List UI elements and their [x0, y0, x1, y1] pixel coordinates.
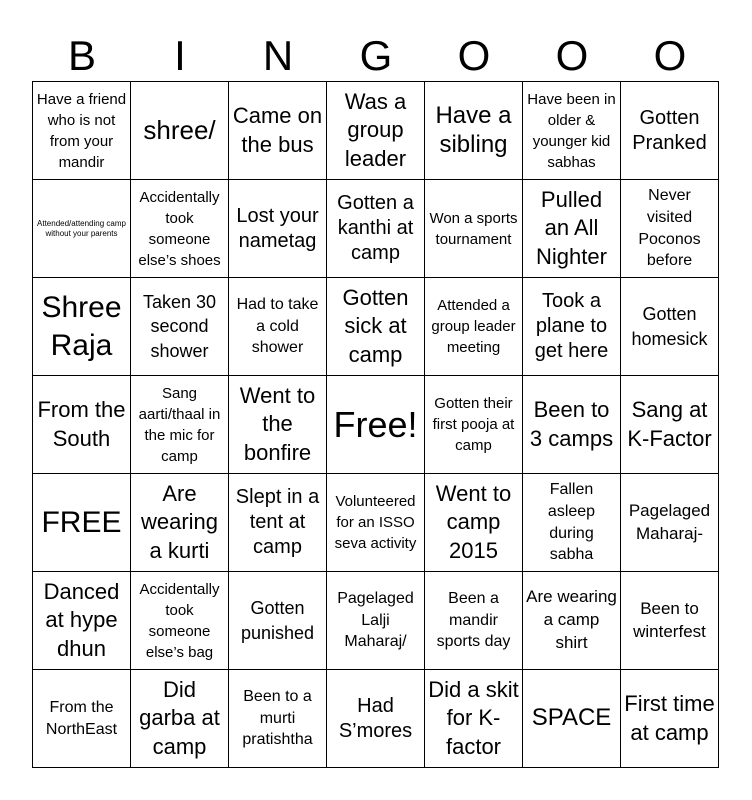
cell-text: Had to take a cold shower: [236, 296, 319, 357]
bingo-cell[interactable]: [523, 474, 621, 572]
cell-text: Accidentally took someone else’s bag: [139, 580, 220, 661]
bingo-cell[interactable]: [523, 82, 621, 180]
bingo-cell[interactable]: [131, 572, 229, 670]
cell-text: Gotten Pranked: [632, 106, 707, 154]
bingo-cell[interactable]: [33, 572, 131, 670]
cell-text: Went to camp 2015: [435, 480, 512, 563]
cell-text: Gotten punished: [240, 598, 315, 643]
bingo-cell[interactable]: [425, 82, 523, 180]
bingo-cell[interactable]: [327, 670, 425, 768]
cell-text: Attended a group leader meeting: [431, 297, 516, 356]
bingo-cell[interactable]: [229, 572, 327, 670]
cell-text: Have a friend who is not from your mandir: [36, 90, 127, 171]
cell-text: shree/: [143, 114, 216, 145]
bingo-cell[interactable]: [327, 278, 425, 376]
bingo-board: [32, 81, 719, 768]
bingo-cell[interactable]: [621, 572, 719, 670]
cell-text: Been a mandir sports day: [436, 590, 511, 651]
cell-text: Been to winterfest: [633, 598, 706, 641]
bingo-cell[interactable]: [131, 376, 229, 474]
cell-text: FREE: [41, 505, 122, 539]
header-letter-o-3: O: [653, 32, 687, 79]
cell-text: Gotten sick at camp: [342, 284, 409, 367]
bingo-cell[interactable]: [425, 180, 523, 278]
cell-text: Been to 3 camps: [529, 396, 614, 451]
cell-text: Gotten homesick: [631, 304, 708, 349]
cell-text: Gotten a kanthi at camp: [337, 192, 414, 264]
cell-text: Volunteered for an ISSO seva activity: [334, 493, 417, 552]
bingo-cell[interactable]: [523, 180, 621, 278]
bingo-header: [33, 30, 719, 82]
bingo-cell[interactable]: [131, 278, 229, 376]
bingo-cell[interactable]: [327, 474, 425, 572]
bingo-cell[interactable]: [523, 278, 621, 376]
cell-text: Have a sibling: [435, 101, 512, 158]
cell-text: Have been in older & younger kid sabhas: [527, 90, 616, 171]
bingo-cell[interactable]: [621, 474, 719, 572]
bingo-cell[interactable]: [327, 376, 425, 474]
cell-text: Been to a murti pratishtha: [242, 688, 313, 749]
bingo-cell[interactable]: [327, 180, 425, 278]
cell-text: Taken 30 second shower: [142, 292, 217, 361]
cell-text: Fallen asleep during sabha: [547, 481, 596, 564]
cell-text: Gotten their first pooja at camp: [432, 395, 515, 454]
cell-text: Are wearing a camp shirt: [526, 587, 617, 652]
bingo-cell[interactable]: [621, 82, 719, 180]
header-letter-o-1: O: [457, 32, 491, 79]
bingo-cell[interactable]: [425, 278, 523, 376]
bingo-cell[interactable]: [229, 82, 327, 180]
bingo-cell[interactable]: [131, 180, 229, 278]
bingo-cell[interactable]: [229, 474, 327, 572]
cell-text: Came on the bus: [232, 102, 323, 157]
cell-text: Attended/attending camp without your parents: [37, 218, 126, 238]
bingo-cell[interactable]: [621, 278, 719, 376]
bingo-cell[interactable]: [33, 278, 131, 376]
cell-text: From the NorthEast: [45, 698, 118, 738]
bingo-cell[interactable]: [621, 376, 719, 474]
header-letter-g: G: [359, 32, 393, 79]
bingo-cell[interactable]: [33, 376, 131, 474]
cell-text: Took a plane to get here: [534, 290, 609, 362]
header-letter-i: I: [174, 32, 186, 79]
bingo-cell[interactable]: [327, 572, 425, 670]
bingo-cell[interactable]: [33, 670, 131, 768]
cell-text: Slept in a tent at camp: [235, 486, 320, 558]
cell-text: SPACE: [531, 704, 612, 732]
cell-text: Was a group leader: [344, 88, 407, 171]
bingo-cell[interactable]: [33, 180, 131, 278]
cell-text: Sang aarti/thaal in the mic for camp: [138, 384, 221, 465]
header-letter-b: B: [67, 32, 96, 79]
bingo-cell[interactable]: [131, 82, 229, 180]
bingo-cell[interactable]: [523, 376, 621, 474]
bingo-cell[interactable]: [523, 670, 621, 768]
bingo-cell[interactable]: [425, 670, 523, 768]
bingo-cell[interactable]: [425, 474, 523, 572]
cell-text: Pagelaged Maharaj-: [628, 500, 711, 543]
bingo-cell[interactable]: [229, 376, 327, 474]
bingo-cell[interactable]: [131, 670, 229, 768]
bingo-cell[interactable]: [33, 82, 131, 180]
header-letter-o-2: O: [555, 32, 589, 79]
cell-text: Are wearing a kurti: [140, 480, 219, 563]
bingo-cell[interactable]: [229, 180, 327, 278]
cell-text: Danced at hype dhun: [43, 578, 120, 661]
cell-text: Sang at K-Factor: [627, 396, 712, 451]
header-letter-n: N: [262, 32, 294, 79]
cell-text: First time at camp: [624, 690, 715, 745]
cell-text: Lost your nametag: [236, 204, 319, 252]
cell-text: Never visited Poconos before: [638, 187, 701, 270]
bingo-cell[interactable]: [131, 474, 229, 572]
cell-text: Went to the bonfire: [239, 382, 316, 465]
cell-text: Pagelaged Lalji Maharaj/: [337, 590, 414, 651]
cell-text: Shree Raja: [41, 291, 122, 362]
bingo-cell[interactable]: [425, 376, 523, 474]
bingo-cell[interactable]: [621, 670, 719, 768]
bingo-cell[interactable]: [229, 670, 327, 768]
cell-text: Had S’mores: [338, 694, 413, 742]
bingo-cell[interactable]: [621, 180, 719, 278]
bingo-cell[interactable]: [523, 572, 621, 670]
cell-text: From the South: [37, 396, 126, 451]
bingo-cell[interactable]: [327, 82, 425, 180]
bingo-cell[interactable]: [33, 474, 131, 572]
cell-text: Did a skit for K-factor: [428, 676, 519, 759]
cell-text: Accidentally took someone else’s shoes: [138, 188, 221, 269]
bingo-cell[interactable]: [425, 572, 523, 670]
cell-text: Free!: [333, 403, 418, 445]
cell-text: Did garba at camp: [139, 676, 220, 759]
cell-text: Pulled an All Nighter: [536, 186, 607, 269]
cell-text: Won a sports tournament: [429, 209, 518, 248]
bingo-cell[interactable]: [229, 278, 327, 376]
